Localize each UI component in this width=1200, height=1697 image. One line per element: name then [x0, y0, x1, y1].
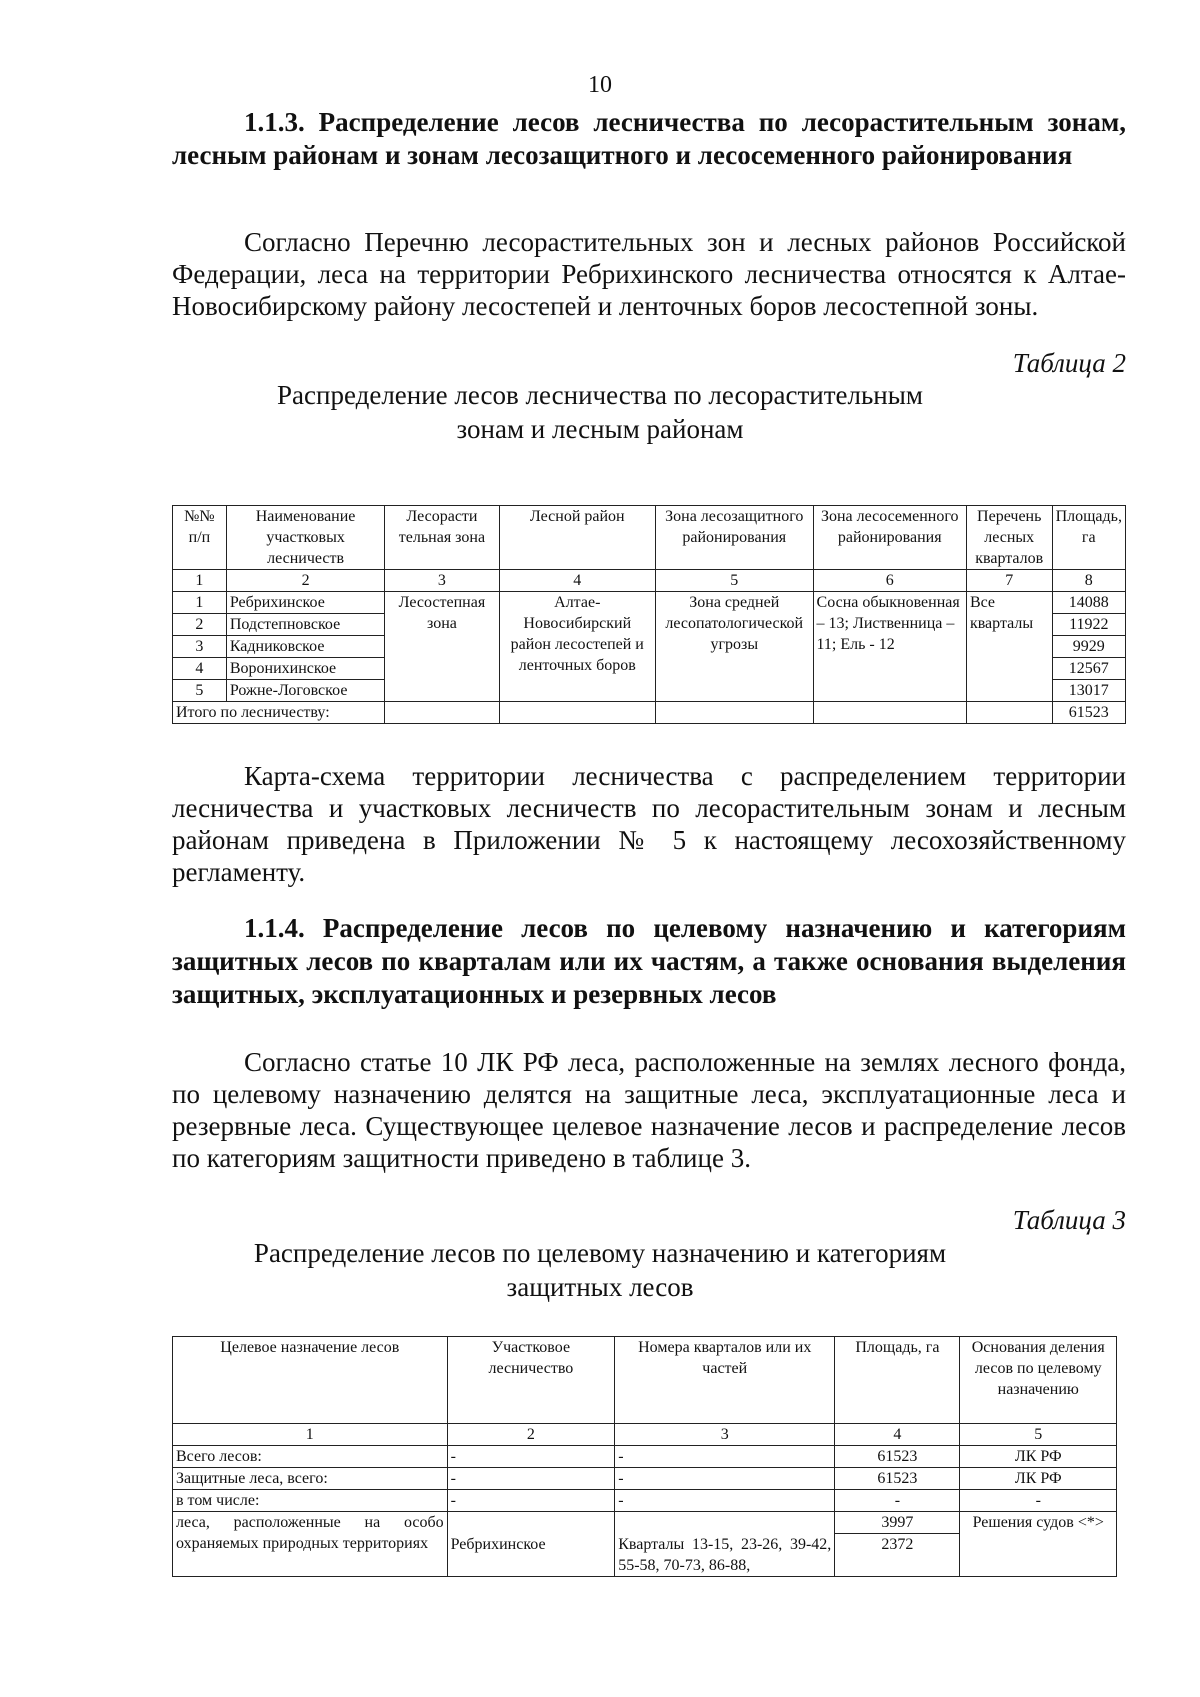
section-113-paragraph: Согласно Перечню лесорастительных зон и лесных районов Российской Федерации, леса на территории Ребрихинского лесничества относятся к Алтае-Новосибирскому району лесостепей и ленточных боров лесостепной зоны. — [172, 227, 1126, 321]
table2-caption — [200, 378, 1000, 446]
table2-header-cell: Наименование участковых лесничеств — [226, 506, 384, 570]
table2-header-cell: Лесной район — [499, 506, 655, 570]
row-number: 5 — [173, 680, 227, 702]
quarters-cell: - — [615, 1446, 835, 1468]
protection-zone-cell: Зона средней лесопатологической угрозы — [656, 592, 814, 702]
table3-colnum: 2 — [447, 1424, 615, 1446]
total-label: Итого по лесничеству: — [173, 702, 385, 724]
total-area: 61523 — [1052, 702, 1125, 724]
area-value: 13017 — [1052, 680, 1125, 702]
table3-caption-line2: защитных лесов — [506, 1272, 694, 1302]
table2-colnum: 2 — [226, 570, 384, 592]
area-value: 14088 — [1052, 592, 1125, 614]
area-cell: 3997 — [835, 1512, 960, 1534]
empty-cell — [499, 702, 655, 724]
table2-colnum: 3 — [385, 570, 499, 592]
empty-cell — [385, 702, 499, 724]
basis-cell: Решения судов <*> — [960, 1512, 1117, 1577]
table2-header-cell: Зона лесосеменного районирования — [813, 506, 966, 570]
empty-cell — [447, 1512, 615, 1534]
table3-colnum-row — [173, 1424, 1117, 1446]
area-value: 11922 — [1052, 614, 1125, 636]
map-paragraph: Карта-схема территории лесничества с распределением территории лесничества и участковых лесничеств по лесорастительным зонам и лесным районам приведена в Приложении № 5 к настоящему лесохозяйственному регламенту. — [172, 761, 1126, 887]
purpose-cell: Всего лесов: — [173, 1446, 448, 1468]
table3-header-row — [173, 1337, 1117, 1424]
district-cell: - — [447, 1446, 615, 1468]
table2-label: Таблица 2 — [1012, 348, 1126, 378]
district-cell: - — [447, 1468, 615, 1490]
section-113-heading: 1.1.3. Распределение лесов лесничества по лесорастительным зонам, лесным районам и зонам лесозащитного и лесосеменного районирования — [172, 107, 1126, 170]
table-row — [173, 1446, 1117, 1468]
basis-cell: ЛК РФ — [960, 1468, 1117, 1490]
table2-colnum-row — [173, 570, 1126, 592]
table2-colnum: 5 — [656, 570, 814, 592]
table3-header-cell: Площадь, га — [835, 1337, 960, 1424]
empty-cell — [813, 702, 966, 724]
district-cell: Ребрихинское — [447, 1534, 615, 1577]
table-row — [173, 1490, 1117, 1512]
table2-colnum: 4 — [499, 570, 655, 592]
table2-colnum: 1 — [173, 570, 227, 592]
quarters-cell: - — [615, 1468, 835, 1490]
table2-colnum: 6 — [813, 570, 966, 592]
table3-header-cell: Участковое лесничество — [447, 1337, 615, 1424]
row-number: 3 — [173, 636, 227, 658]
forest-region-cell: Алтае-Новосибирский район лесостепей и ленточных боров — [499, 592, 655, 702]
seed-zone-cell: Сосна обыкновенная – 13; Лиственница – 11; Ель - 12 — [813, 592, 966, 702]
row-number: 2 — [173, 614, 227, 636]
area-cell: - — [835, 1490, 960, 1512]
table3-label: Таблица 3 — [1012, 1205, 1126, 1235]
table-row — [173, 1512, 1117, 1534]
purpose-cell: Защитные леса, всего: — [173, 1468, 448, 1490]
basis-cell: ЛК РФ — [960, 1446, 1117, 1468]
table2-caption-line1: Распределение лесов лесничества по лесорастительным — [277, 380, 923, 410]
table3-colnum: 1 — [173, 1424, 448, 1446]
table2-header-cell: Лесорасти тельная зона — [385, 506, 499, 570]
table3-header-cell: Целевое назначение лесов — [173, 1337, 448, 1424]
table3-colnum: 3 — [615, 1424, 835, 1446]
table2-header-cell: Перечень лесных кварталов — [966, 506, 1052, 570]
area-cell: 61523 — [835, 1446, 960, 1468]
quarters-cell: Все кварталы — [966, 592, 1052, 702]
table2-colnum: 8 — [1052, 570, 1125, 592]
table3 — [172, 1336, 1117, 1577]
quarters-cell: Кварталы 13-15, 23-26, 39-42, 55-58, 70-73, 86-88, — [615, 1534, 835, 1577]
district-name: Ребрихинское — [226, 592, 384, 614]
purpose-cell: в том числе: — [173, 1490, 448, 1512]
table3-colnum: 5 — [960, 1424, 1117, 1446]
table2-header-cell: №№ п/п — [173, 506, 227, 570]
table3-header-cell: Основания деления лесов по целевому назначению — [960, 1337, 1117, 1424]
table3-caption — [200, 1236, 1000, 1304]
empty-cell — [966, 702, 1052, 724]
section-114-paragraph: Согласно статье 10 ЛК РФ леса, расположенные на землях лесного фонда, по целевому назначению делятся на защитные леса, эксплуатационные леса и резервные леса. Существующее целевое назначение лесов и распределение лесов по категориям защитности приведено в таблице 3. — [172, 1047, 1126, 1173]
district-name: Подстепновское — [226, 614, 384, 636]
page-number: 10 — [588, 72, 612, 98]
section-114-heading: 1.1.4. Распределение лесов по целевому назначению и категориям защитных лесов по кварталам или их частям, а также основания выделения защитных, эксплуатационных и резервных лесов — [172, 913, 1126, 1009]
table-row — [173, 592, 1126, 614]
area-value: 9929 — [1052, 636, 1125, 658]
district-name: Воронихинское — [226, 658, 384, 680]
district-name: Кадниковское — [226, 636, 384, 658]
table2-header-cell: Зона лесозащитного районирования — [656, 506, 814, 570]
forest-zone-cell: Лесостепная зона — [385, 592, 499, 702]
district-name: Рожне-Логовское — [226, 680, 384, 702]
area-cell: 2372 — [835, 1534, 960, 1577]
quarters-cell: - — [615, 1490, 835, 1512]
empty-cell — [656, 702, 814, 724]
table-row — [173, 1468, 1117, 1490]
area-cell: 61523 — [835, 1468, 960, 1490]
row-number: 4 — [173, 658, 227, 680]
empty-cell — [615, 1512, 835, 1534]
table3-caption-line1: Распределение лесов по целевому назначению и категориям — [253, 1238, 947, 1268]
area-value: 12567 — [1052, 658, 1125, 680]
table2-header-row — [173, 506, 1126, 570]
table3-header-cell: Номера кварталов или их частей — [615, 1337, 835, 1424]
purpose-cell: леса, расположенные на особо охраняемых природных территориях — [173, 1512, 448, 1577]
basis-cell: - — [960, 1490, 1117, 1512]
table2 — [172, 505, 1126, 724]
table2-header-cell: Площадь, га — [1052, 506, 1125, 570]
table3-colnum: 4 — [835, 1424, 960, 1446]
row-number: 1 — [173, 592, 227, 614]
district-cell: - — [447, 1490, 615, 1512]
table2-caption-line2: зонам и лесным районам — [456, 414, 744, 444]
table2-total-row — [173, 702, 1126, 724]
table2-colnum: 7 — [966, 570, 1052, 592]
